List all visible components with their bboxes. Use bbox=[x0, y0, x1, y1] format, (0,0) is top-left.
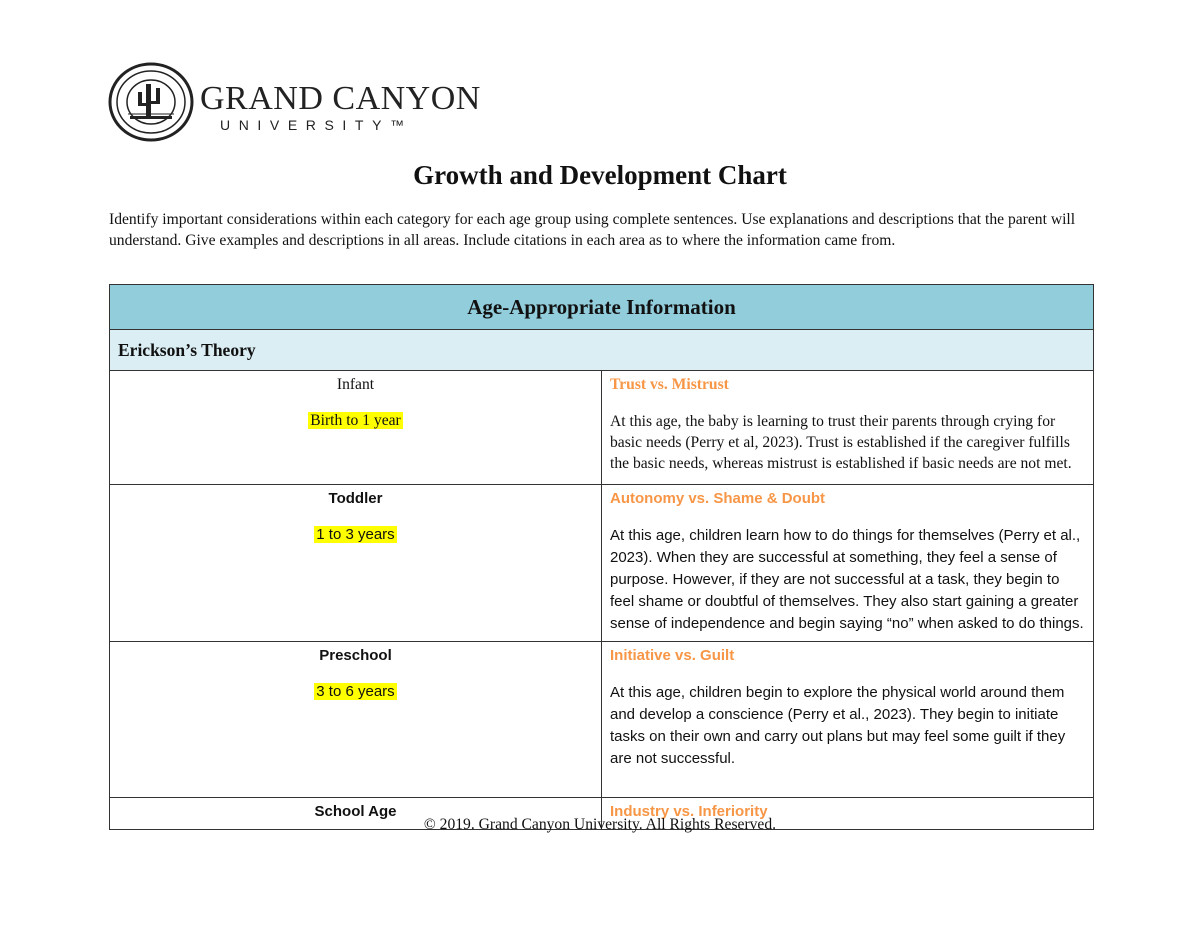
age-range-label: 3 to 6 years bbox=[316, 683, 395, 700]
section-heading: Erickson’s Theory bbox=[110, 330, 1094, 371]
stage-title: Autonomy vs. Shame & Doubt bbox=[610, 490, 826, 507]
age-group-label: Toddler bbox=[328, 490, 383, 507]
age-group-label: Preschool bbox=[319, 647, 392, 664]
table-header: Age-Appropriate Information bbox=[110, 285, 1094, 330]
age-range-label: Birth to 1 year bbox=[310, 412, 401, 429]
age-cell bbox=[110, 642, 602, 798]
age-group-label: School Age bbox=[314, 803, 397, 820]
table-row bbox=[110, 485, 1094, 642]
age-cell bbox=[110, 371, 602, 485]
age-cell bbox=[110, 485, 602, 642]
university-seal-icon bbox=[108, 62, 194, 142]
logo-name-line2: UNIVERSITY™ bbox=[220, 117, 413, 133]
age-group-label: Infant bbox=[336, 376, 375, 393]
page-title: Growth and Development Chart bbox=[413, 160, 787, 190]
table-row bbox=[110, 371, 1094, 485]
table-row bbox=[110, 642, 1094, 798]
stage-description: At this age, children learn how to do things for themselves (Perry et al., 2023). When they are successful at something, they feel a sense of purpose. However, if they are not successful at a task, they begin to feel shame or doubtful of themselves. They also start gaining a greater sense of independence and begin saying “no” when asked to do things. bbox=[610, 527, 1084, 632]
stage-description: At this age, the baby is learning to trust their parents through crying for basic needs (Perry et al, 2023). Trust is established if the caregiver fulfills the basic needs, whereas mistrust is established if basic needs are not met. bbox=[610, 413, 1072, 472]
university-logo bbox=[108, 62, 488, 142]
stage-description: At this age, children begin to explore the physical world around them and develop a conscience (Perry et al., 2023). They begin to initiate tasks on their own and carry out plans but may feel some guilt if they are not successful. bbox=[610, 684, 1066, 767]
copyright-footer: © 2019. Grand Canyon University. All Rights Reserved. bbox=[423, 816, 777, 833]
logo-name-line1: GRAND CANYON bbox=[200, 80, 481, 117]
growth-development-table bbox=[109, 284, 1094, 830]
stage-cell bbox=[602, 485, 1094, 642]
age-range-label: 1 to 3 years bbox=[316, 526, 395, 543]
stage-cell bbox=[602, 371, 1094, 485]
instructions-text: Identify important considerations within each category for each age group using complete sentences. Use explanations and descriptions that the parent will understand. Give examples and descriptions in all areas. Include citations in each area as to where the information came from. bbox=[109, 211, 1076, 249]
stage-cell bbox=[602, 642, 1094, 798]
stage-title: Trust vs. Mistrust bbox=[610, 376, 729, 393]
stage-title: Industry vs. Inferiority bbox=[610, 803, 768, 820]
stage-title: Initiative vs. Guilt bbox=[610, 647, 735, 664]
